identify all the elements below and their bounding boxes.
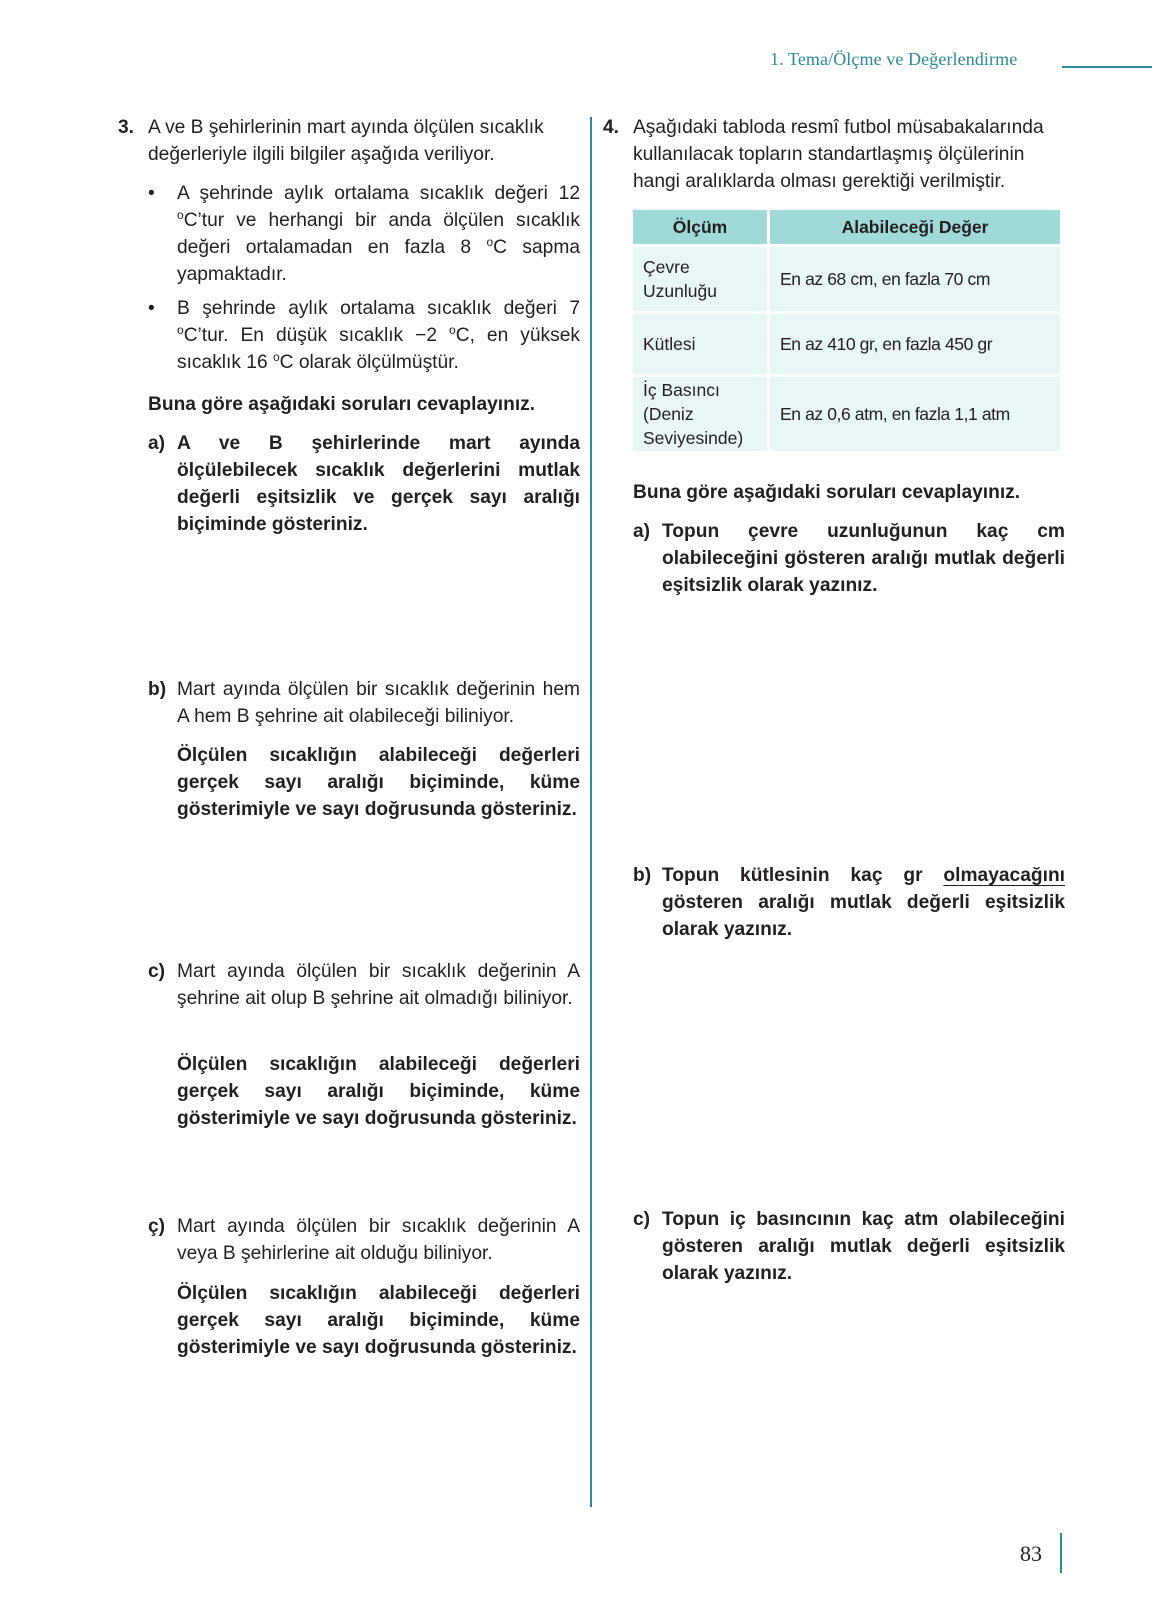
- table-cell: En az 410 gr, en fazla 450 gr: [769, 313, 1061, 376]
- table-cell: İç Basıncı (Deniz Seviyesinde): [633, 376, 769, 453]
- part-c-text: Mart ayında ölçülen bir sıcaklık değerinin A şehrine ait olup B şehrine ait olmadığı biliniyor.: [177, 961, 580, 1009]
- part-c-task: Ölçülen sıcaklığın alabileceği değerleri gerçek sayı aralığı biçiminde, küme gösterimiyle ve sayı doğrusunda gösteriniz.: [177, 1054, 580, 1129]
- table-row: [633, 376, 1060, 453]
- bullet-marker: •: [148, 183, 155, 204]
- part-c-text: Topun iç basıncının kaç atm olabileceğini gösteren aralığı mutlak değerli eşitsizlik olarak yazınız.: [662, 1209, 1065, 1284]
- question-intro: Aşağıdaki tabloda resmî futbol müsabakalarında kullanılacak topların standartlaşmış ölçülerinin hangi aralıklarda olması gerektiği verilmiştir.: [633, 117, 1044, 192]
- table-header-cell: Alabileceği Değer: [769, 210, 1061, 246]
- question-intro: A ve B şehirlerinin mart ayında ölçülen sıcaklık değerleriyle ilgili bilgiler aşağıda veriliyor.: [148, 117, 544, 165]
- instruction: Buna göre aşağıdaki soruları cevaplayınız.: [148, 394, 536, 415]
- part-c-cedilla-task: Ölçülen sıcaklığın alabileceği değerleri gerçek sayı aralığı biçiminde, küme gösterimiyle ve sayı doğrusunda gösteriniz.: [177, 1283, 580, 1358]
- question-number: 3.: [118, 117, 135, 138]
- part-b-label: b): [633, 865, 652, 886]
- bullet-b-city: B şehrinde aylık ortalama sıcaklık değeri 7 $^o$C’tur. En düşük sıcaklık −2 $^o$C, en yüksek sıcaklık 16 $^o$C olarak ölçülmüştür.: [177, 298, 580, 373]
- instruction: Buna göre aşağıdaki soruları cevaplayınız.: [633, 482, 1021, 503]
- table-header-row: [633, 210, 1060, 246]
- part-c-cedilla-label: ç): [148, 1216, 166, 1237]
- part-a-text: A ve B şehirlerinde mart ayında ölçülebilecek sıcaklık değerlerini mutlak değerli eşitsizlik ve gerçek sayı aralığı biçiminde gösteriniz.: [177, 433, 580, 535]
- table-row: [633, 246, 1060, 313]
- table-cell: En az 68 cm, en fazla 70 cm: [769, 246, 1061, 313]
- part-c-label: c): [148, 961, 166, 982]
- part-c-label: c): [633, 1209, 651, 1230]
- part-b-text: Topun kütlesinin kaç gr olmayacağını gösteren aralığı mutlak değerli eşitsizlik olarak yazınız.: [662, 865, 1065, 940]
- table-cell: Kütlesi: [633, 313, 769, 376]
- part-a-label: a): [633, 521, 651, 542]
- page-header-title: 1. Tema/Ölçme ve Değerlendirme: [770, 49, 1018, 69]
- part-b-text: Mart ayında ölçülen bir sıcaklık değerinin hem A hem B şehrine ait olabileceği biliniyor.: [177, 679, 580, 727]
- header-rule: [1062, 66, 1152, 68]
- part-b-task: Ölçülen sıcaklığın alabileceği değerleri gerçek sayı aralığı biçiminde, küme gösterimiyle ve sayı doğrusunda gösteriniz.: [177, 745, 580, 820]
- page-number-rule: [1060, 1533, 1062, 1573]
- part-b-label: b): [148, 679, 167, 700]
- table-cell: En az 0,6 atm, en fazla 1,1 atm: [769, 376, 1061, 453]
- column-divider: [590, 117, 592, 1507]
- table-cell: Çevre Uzunluğu: [633, 246, 769, 313]
- part-c-cedilla-text: Mart ayında ölçülen bir sıcaklık değerinin A veya B şehirlerine ait olduğu biliniyor.: [177, 1216, 580, 1264]
- part-a-text: Topun çevre uzunluğunun kaç cm olabileceğini gösteren aralığı mutlak değerli eşitsizlik olarak yazınız.: [662, 521, 1065, 596]
- page-number: 83: [1020, 1541, 1042, 1566]
- question-number: 4.: [603, 117, 620, 138]
- part-a-label: a): [148, 433, 166, 454]
- table-header-cell: Ölçüm: [633, 210, 769, 246]
- ball-standards-table: [633, 210, 1060, 454]
- table-row: [633, 313, 1060, 376]
- emphasis-underline: olmayacağını: [943, 865, 1065, 886]
- bullet-a-city: A şehrinde aylık ortalama sıcaklık değeri 12 $^o$C’tur ve herhangi bir anda ölçülen sıcaklık değeri ortalamadan en fazla 8 $^o$C sapma yapmaktadır.: [177, 183, 581, 285]
- bullet-marker: •: [148, 298, 155, 319]
